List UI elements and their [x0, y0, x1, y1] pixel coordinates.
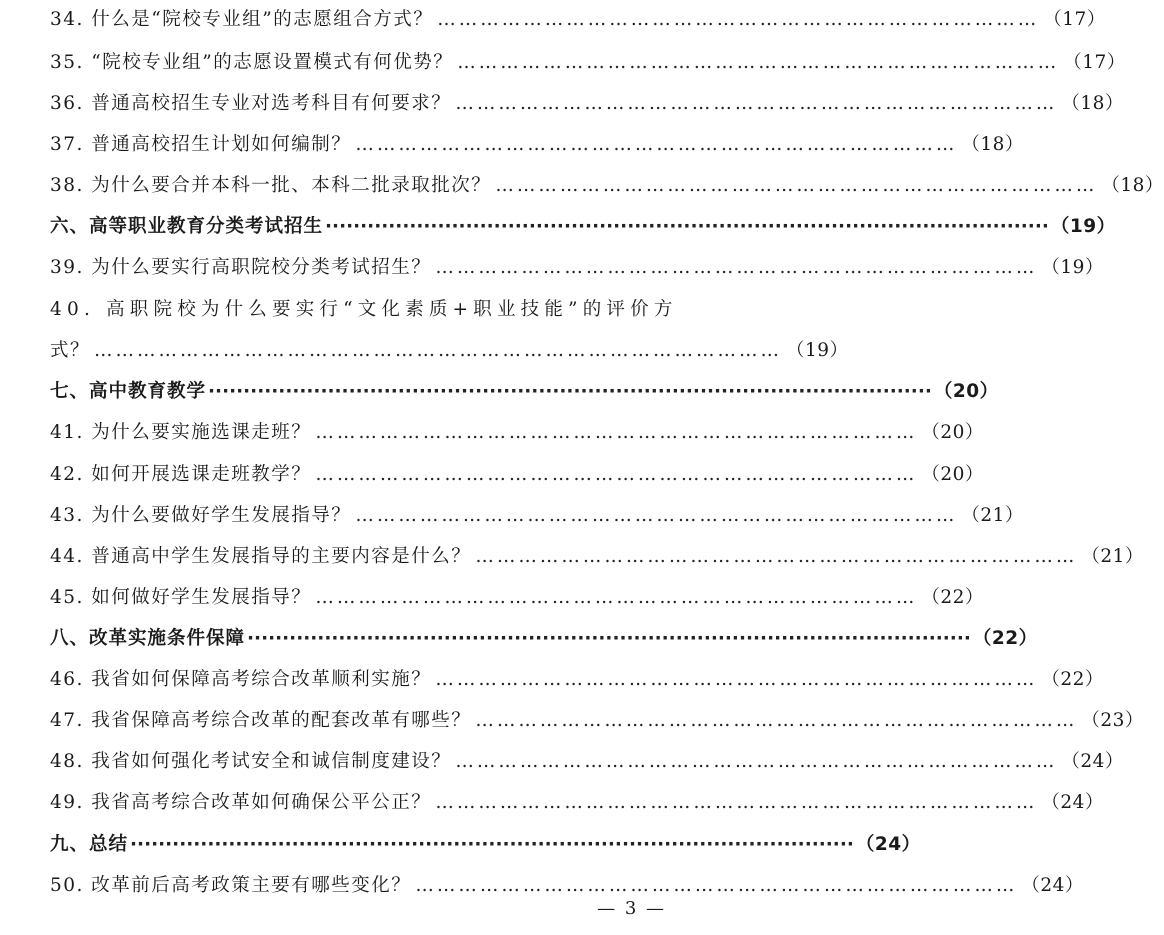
toc-entry-page: （22）: [1041, 669, 1104, 690]
toc-entry-title: 42. 如何开展选课走班教学？: [50, 464, 312, 485]
toc-entry-title: 39. 为什么要实行高职院校分类考试招生？: [50, 257, 432, 278]
leader-dots: …………………………………………………………………………: [457, 52, 1060, 73]
leader-dots: …………………………………………………………………………: [495, 175, 1098, 196]
toc-entry-title: 36. 普通高校招生专业对选考科目有何要求？: [50, 93, 452, 114]
toc-section-page: （20）: [933, 381, 999, 402]
leader-dots: ……………………………………………………………………………………: [94, 340, 783, 361]
toc-entry-page: （24）: [1021, 875, 1084, 896]
leader-dots: …………………………………………………………………………: [475, 546, 1078, 567]
leader-dots: …………………………………………………………………………: [355, 134, 958, 155]
toc-entry-title: 34. 什么是“院校专业组”的志愿组合方式？: [50, 9, 434, 30]
toc-entry-35: [50, 51, 1126, 75]
leader-dots: …………………………………………………………………………: [435, 669, 1038, 690]
toc-entry-40: [50, 298, 678, 322]
toc-entry-title: 44. 普通高中学生发展指导的主要内容是什么？: [50, 546, 472, 567]
leader-dots: …………………………………………………………………………: [455, 751, 1058, 772]
leader-dots: ·······································································································: [130, 834, 854, 855]
toc-entry-page: （18）: [1061, 93, 1124, 114]
leader-dots: …………………………………………………………………………: [455, 93, 1058, 114]
toc-entry-42: [50, 463, 984, 487]
toc-section-7: [50, 380, 999, 404]
toc-entry-page: （23）: [1081, 710, 1144, 731]
toc-section-title: 七、高中教育教学: [50, 381, 207, 402]
toc-entry-47: [50, 709, 1144, 733]
toc-entry-40-continued: [50, 339, 849, 363]
toc-entry-39: [50, 256, 1104, 280]
leader-dots: …………………………………………………………………………: [435, 792, 1038, 813]
toc-entry-page: （21）: [1081, 546, 1144, 567]
leader-dots: …………………………………………………………………………: [315, 422, 918, 443]
toc-section-title: 六、高等职业教育分类考试招生: [50, 216, 324, 237]
toc-entry-page: （21）: [961, 505, 1024, 526]
toc-entry-title: 50. 改革前后高考政策主要有哪些变化？: [50, 875, 412, 896]
toc-section-8: [50, 627, 1038, 651]
toc-entry-page: （24）: [1041, 792, 1104, 813]
leader-dots: ·······································································································: [208, 381, 932, 402]
page-number: — 3 —: [597, 898, 666, 919]
toc-entry-49: [50, 791, 1104, 815]
toc-entry-34: [50, 8, 1106, 32]
toc-entry-page: （20）: [921, 464, 984, 485]
toc-entry-41: [50, 421, 984, 445]
leader-dots: …………………………………………………………………………: [315, 587, 918, 608]
toc-entry-title: 48. 我省如何强化考试安全和诚信制度建设？: [50, 751, 452, 772]
toc-entry-title: 43. 为什么要做好学生发展指导？: [50, 505, 352, 526]
toc-entry-title: 37. 普通高校招生计划如何编制？: [50, 134, 352, 155]
toc-entry-43: [50, 504, 1024, 528]
toc-entry-48: [50, 750, 1124, 774]
leader-dots: ·······································································································: [325, 216, 1049, 237]
toc-entry-page: （22）: [921, 587, 984, 608]
toc-entry-page: （18）: [1101, 175, 1164, 196]
leader-dots: …………………………………………………………………………: [437, 9, 1040, 30]
toc-entry-page: （17）: [1063, 52, 1126, 73]
toc-entry-title: 49. 我省高考综合改革如何确保公平公正？: [50, 792, 432, 813]
toc-entry-title: 41. 为什么要实施选课走班？: [50, 422, 312, 443]
leader-dots: …………………………………………………………………………: [315, 464, 918, 485]
toc-section-6: [50, 215, 1116, 239]
toc-section-title: 九、总结: [50, 834, 129, 855]
leader-dots: ·······································································································: [247, 628, 971, 649]
toc-entry-38: [50, 174, 1164, 198]
toc-section-page: （24）: [855, 834, 921, 855]
toc-section-title: 八、改革实施条件保障: [50, 628, 246, 649]
toc-entry-45: [50, 586, 984, 610]
toc-entry-title: 45. 如何做好学生发展指导？: [50, 587, 312, 608]
toc-entry-44: [50, 545, 1144, 569]
toc-entry-title: 38. 为什么要合并本科一批、本科二批录取批次？: [50, 175, 492, 196]
toc-entry-page: （19）: [786, 340, 849, 361]
leader-dots: …………………………………………………………………………: [435, 257, 1038, 278]
leader-dots: …………………………………………………………………………: [415, 875, 1018, 896]
toc-entry-50: [50, 874, 1084, 898]
toc-section-9: [50, 833, 921, 857]
toc-entry-title: 式？: [50, 340, 91, 361]
toc-section-page: （19）: [1050, 216, 1116, 237]
toc-entry-page: （19）: [1041, 257, 1104, 278]
toc-entry-title: 47. 我省保障高考综合改革的配套改革有哪些？: [50, 710, 472, 731]
leader-dots: …………………………………………………………………………: [355, 505, 958, 526]
leader-dots: …………………………………………………………………………: [475, 710, 1078, 731]
toc-entry-37: [50, 133, 1024, 157]
toc-entry-page: （17）: [1043, 9, 1106, 30]
toc-entry-title: 35. “院校专业组”的志愿设置模式有何优势？: [50, 52, 454, 73]
toc-entry-46: [50, 668, 1104, 692]
toc-entry-title: 40. 高职院校为什么要实行“文化素质+职业技能”的评价方: [50, 299, 678, 320]
toc-entry-page: （18）: [961, 134, 1024, 155]
toc-entry-36: [50, 92, 1124, 116]
toc-entry-page: （20）: [921, 422, 984, 443]
toc-entry-title: 46. 我省如何保障高考综合改革顺利实施？: [50, 669, 432, 690]
toc-entry-page: （24）: [1061, 751, 1124, 772]
toc-section-page: （22）: [972, 628, 1038, 649]
